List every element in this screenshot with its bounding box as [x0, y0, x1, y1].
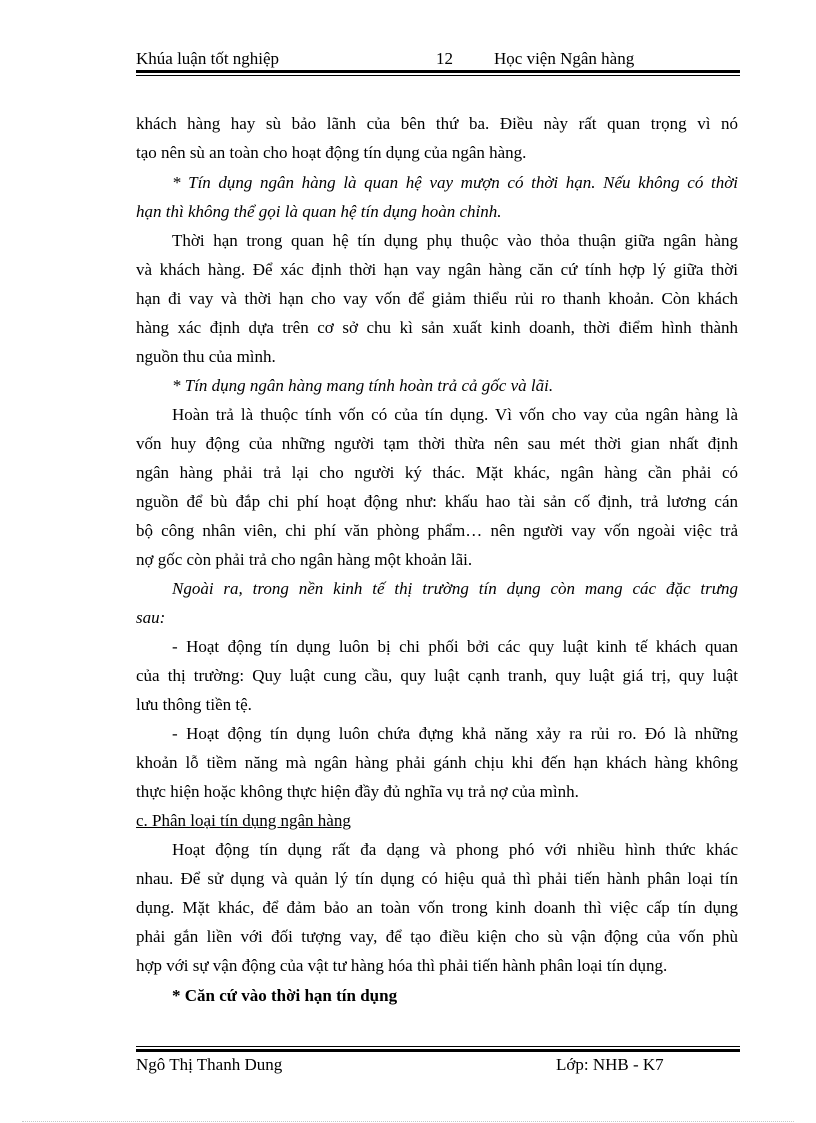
italic-heading-line: * Tín dụng ngân hàng mang tính hoàn trả cả gốc và lãi. [172, 376, 554, 395]
page-bottom-dotted-border [22, 1121, 794, 1122]
italic-heading-line: * Tín dụng ngân hàng là quan hệ vay mượn có thời hạn. Nếu không có thời [172, 173, 738, 192]
paragraph-line: ngân hàng phải trả lại cho người ký thác. Mặt khác, ngân hàng cần phải có [136, 463, 738, 482]
paragraph-line: hợp với sự vận động của vật tư hàng hóa thì phải tiến hành phân loại tín dụng. [136, 956, 668, 975]
italic-paragraph-line: Ngoài ra, trong nền kinh tế thị trường tín dụng còn mang các đặc trưng [172, 579, 738, 598]
header-institution: Học viện Ngân hàng [494, 49, 635, 68]
paragraph-line: nguồn để bù đắp chi phí hoạt động như: khấu hao tài sản cố định, trả lương cán [136, 492, 738, 511]
paragraph-line: nhau. Để sử dụng và quản lý tín dụng có hiệu quả thì phải tiến hành phân loại tín [136, 869, 738, 888]
list-item-line: khoản lỗ tiềm năng mà ngân hàng phải gánh chịu khi đến hạn khách hàng không [136, 753, 738, 772]
section-heading: c. Phân loại tín dụng ngân hàng [136, 811, 351, 830]
paragraph-line: Hoàn trả là thuộc tính vốn có của tín dụng. Vì vốn cho vay của ngân hàng là [172, 405, 738, 424]
list-item-line: - Hoạt động tín dụng luôn bị chi phối bởi các quy luật kinh tế khách quan [172, 637, 738, 656]
list-item-line: thực hiện hoặc không thực hiện đầy đủ nghĩa vụ trả nợ của mình. [136, 782, 579, 801]
paragraph-line: Hoạt động tín dụng rất đa dạng và phong phó với nhiều hình thức khác [172, 840, 738, 859]
header-thesis-label: Khúa luận tốt nghiệp [136, 49, 280, 68]
paragraph-line: nguồn thu của mình. [136, 347, 276, 366]
paragraph-line: và khách hàng. Để xác định thời hạn vay ngân hàng căn cứ tính hợp lý giữa thời [136, 260, 738, 279]
footer-author: Ngô Thị Thanh Dung [136, 1055, 283, 1074]
list-item-line: lưu thông tiền tệ. [136, 695, 252, 714]
list-item-line: của thị trường: Quy luật cung cầu, quy luật cạnh tranh, quy luật giá trị, quy luật [136, 666, 738, 685]
paragraph-line: hàng xác định dựa trên cơ sở chu kì sản xuất kinh doanh, thời điểm hình thành [136, 318, 738, 337]
paragraph-line: nợ gốc còn phải trả cho ngân hàng một khoản lãi. [136, 550, 473, 569]
bold-subheading: * Căn cứ vào thời hạn tín dụng [172, 986, 398, 1005]
footer-class: Lớp: NHB - K7 [556, 1055, 664, 1074]
paragraph-line: Thời hạn trong quan hệ tín dụng phụ thuộc vào thỏa thuận giữa ngân hàng [172, 231, 738, 250]
paragraph-line: tạo nên sù an toàn cho hoạt động tín dụng của ngân hàng. [136, 143, 527, 162]
page-number: 12 [436, 49, 453, 68]
paragraph-line: phải gắn liền với đối tượng vay, để tạo điều kiện cho sù vận động của vốn phù [136, 927, 738, 946]
paragraph-line: hạn đi vay và thời hạn cho vay vốn để giảm thiểu rủi ro thanh khoản. Còn khách [136, 289, 738, 308]
italic-paragraph-line: sau: [136, 608, 166, 627]
header-rule-thick [136, 70, 740, 73]
header-rule-thin [136, 75, 740, 76]
paragraph-line: vốn huy động của những người tạm thời thừa nên sau mét thời gian nhất định [136, 434, 738, 453]
paragraph-line: dụng. Mặt khác, để đảm bảo an toàn vốn trong kinh doanh thì việc cấp tín dụng [136, 898, 738, 917]
paragraph-line: khách hàng hay sù bảo lãnh của bên thứ ba. Điều này rất quan trọng vì nó [136, 114, 738, 133]
footer-rule-thick [136, 1049, 740, 1052]
page-footer [136, 1055, 740, 1079]
italic-heading-line: hạn thì không thể gọi là quan hệ tín dụng hoàn chỉnh. [136, 202, 502, 221]
list-item-line: - Hoạt động tín dụng luôn chứa đựng khả năng xảy ra rủi ro. Đó là những [172, 724, 738, 743]
paragraph-line: bộ công nhân viên, chi phí văn phòng phẩm… nên người vay vốn ngoài việc trả [136, 521, 738, 540]
footer-rule-thin [136, 1046, 740, 1047]
